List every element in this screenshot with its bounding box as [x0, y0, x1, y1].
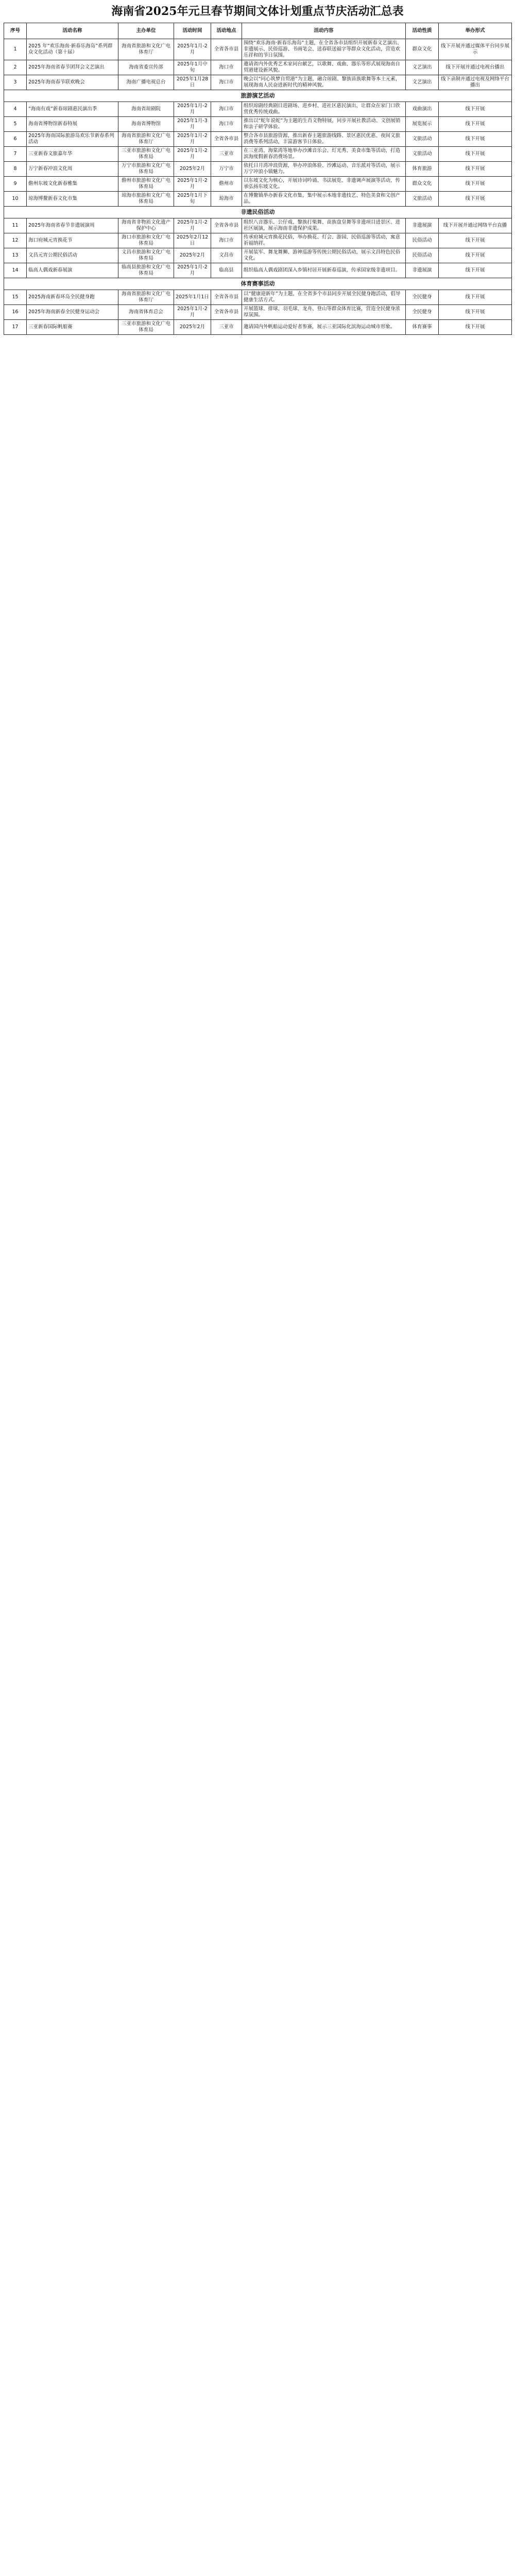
- cell-format: 线下开展并通过媒体平台同步展示: [439, 39, 512, 60]
- cell-nature: 体育赛事: [406, 320, 439, 335]
- table-row: [4, 39, 512, 60]
- cell-location: 海口市: [211, 60, 242, 75]
- cell-nature: 非遗展演: [406, 218, 439, 233]
- cell-content: 推出以“蛇年说蛇”为主题的生肖文物特展，同步开展社教活动、文创展销和亲子研学体验。: [242, 117, 406, 132]
- activity-table: [4, 23, 512, 335]
- cell-content: 组织临高人偶戏剧团深入乡镇村居开展新春巡演，传承国家级非遗项目。: [242, 263, 406, 278]
- section-header-row: [4, 278, 512, 290]
- cell-organizer: 临高县旅游和文化广电体育局: [118, 263, 174, 278]
- cell-activity-name: 2025年海南新春全民健身运动会: [27, 305, 118, 320]
- cell-organizer: 海南省旅游和文化广电体育厅: [118, 132, 174, 147]
- cell-time: 2025年1月-2月: [174, 305, 211, 320]
- cell-index: 17: [4, 320, 27, 335]
- header-index: 序号: [4, 23, 27, 39]
- cell-nature: 展览展示: [406, 117, 439, 132]
- cell-nature: 民俗活动: [406, 248, 439, 263]
- cell-format: 线下开展: [439, 320, 512, 335]
- header-organizer: 主办单位: [118, 23, 174, 39]
- table-row: [4, 75, 512, 90]
- cell-time: 2025年2月: [174, 320, 211, 335]
- cell-organizer: 海南广播电视总台: [118, 75, 174, 90]
- cell-organizer: 儋州市旅游和文化广电体育局: [118, 177, 174, 192]
- cell-time: 2025年1月-2月: [174, 218, 211, 233]
- cell-nature: 群众文化: [406, 177, 439, 192]
- cell-nature: 全民健身: [406, 305, 439, 320]
- cell-content: 以“健康迎新年”为主题，在全省多个市县同步开展全民健身跑活动，倡导健康生活方式。: [242, 290, 406, 305]
- cell-content: 组织琼剧经典剧目进剧场、进乡村、进社区惠民演出，让群众在家门口欣赏优秀传统戏曲。: [242, 102, 406, 117]
- cell-time: 2025年1月-2月: [174, 147, 211, 162]
- cell-index: 3: [4, 75, 27, 90]
- table-row: [4, 102, 512, 117]
- cell-activity-name: 三亚新春国际帆船赛: [27, 320, 118, 335]
- cell-location: 海口市: [211, 117, 242, 132]
- cell-time: 2025年1月下旬: [174, 192, 211, 207]
- table-row: [4, 147, 512, 162]
- cell-content: 传承府城元宵换花民俗，举办换花、灯会、游园、民俗巡游等活动，寓意祈福纳祥。: [242, 233, 406, 248]
- cell-index: 8: [4, 162, 27, 177]
- cell-time: 2025年1月28日: [174, 75, 211, 90]
- header-time: 活动时间: [174, 23, 211, 39]
- section-label: 旅游演艺活动: [4, 90, 512, 102]
- cell-activity-name: “海南有戏”新春琼剧惠民演出季: [27, 102, 118, 117]
- table-row: [4, 320, 512, 335]
- cell-location: 琼海市: [211, 192, 242, 207]
- cell-index: 6: [4, 132, 27, 147]
- cell-time: 2025年1月-2月: [174, 39, 211, 60]
- header-format: 举办形式: [439, 23, 512, 39]
- cell-index: 16: [4, 305, 27, 320]
- table-row: [4, 248, 512, 263]
- cell-activity-name: 文昌元宵公期民俗活动: [27, 248, 118, 263]
- cell-time: 2025年1月-2月: [174, 177, 211, 192]
- cell-content: 组织八音器乐、公仔戏、黎族打柴舞、苗族盘皇舞等非遗项目进景区、进社区展演，展示海南非遗保护成果。: [242, 218, 406, 233]
- table-row: [4, 263, 512, 278]
- cell-format: 线下开展并通过电视台播出: [439, 60, 512, 75]
- cell-organizer: 海南省非物质文化遗产保护中心: [118, 218, 174, 233]
- cell-content: 依托日月湾冲浪资源，举办冲浪体验、沙滩运动、音乐派对等活动，展示万宁冲浪小镇魅力。: [242, 162, 406, 177]
- cell-nature: 文旅活动: [406, 192, 439, 207]
- cell-index: 14: [4, 263, 27, 278]
- section-label: 非遗民俗活动: [4, 207, 512, 218]
- cell-format: 线下开展: [439, 263, 512, 278]
- cell-time: 2025年1月-2月: [174, 132, 211, 147]
- cell-location: 全省各市县: [211, 290, 242, 305]
- cell-nature: 群众文化: [406, 39, 439, 60]
- header-content: 活动内容: [242, 23, 406, 39]
- table-row: [4, 162, 512, 177]
- section-header-row: [4, 90, 512, 102]
- cell-content: 在博鳌镇举办新春文化市集，集中展示本地非遗技艺、特色美食和文创产品。: [242, 192, 406, 207]
- cell-organizer: 海南省委宣传部: [118, 60, 174, 75]
- cell-format: 线下开展: [439, 305, 512, 320]
- cell-format: 线下开展: [439, 162, 512, 177]
- table-row: [4, 177, 512, 192]
- cell-location: 海口市: [211, 75, 242, 90]
- cell-time: 2025年1月中旬: [174, 60, 211, 75]
- cell-nature: 戏曲演出: [406, 102, 439, 117]
- cell-format: 线下开展: [439, 147, 512, 162]
- cell-index: 13: [4, 248, 27, 263]
- cell-format: 线下录制并通过电视及网络平台播出: [439, 75, 512, 90]
- header-location: 活动地点: [211, 23, 242, 39]
- cell-organizer: 海南省琼剧院: [118, 102, 174, 117]
- cell-activity-name: 琼海博鳌新春文化市集: [27, 192, 118, 207]
- cell-activity-name: 2025年海南省春节团拜会文艺演出: [27, 60, 118, 75]
- cell-time: 2025年2月: [174, 162, 211, 177]
- section-header-row: [4, 207, 512, 218]
- cell-format: 线下开展并通过网络平台直播: [439, 218, 512, 233]
- cell-organizer: 海南省博物馆: [118, 117, 174, 132]
- cell-activity-name: 海口府城元宵换花节: [27, 233, 118, 248]
- cell-location: 全省各市县: [211, 132, 242, 147]
- cell-format: 线下开展: [439, 117, 512, 132]
- cell-nature: 文艺演出: [406, 60, 439, 75]
- cell-location: 儋州市: [211, 177, 242, 192]
- cell-activity-name: 海南省博物馆新春特展: [27, 117, 118, 132]
- cell-organizer: 万宁市旅游和文化广电体育局: [118, 162, 174, 177]
- cell-index: 10: [4, 192, 27, 207]
- cell-content: 邀请省内外优秀艺术家同台献艺，以歌舞、戏曲、器乐等形式展现海南自贸港建设新风貌。: [242, 60, 406, 75]
- cell-organizer: 海南省旅游和文化广电体育厅: [118, 39, 174, 60]
- cell-location: 海口市: [211, 233, 242, 248]
- table-row: [4, 192, 512, 207]
- cell-location: 三亚市: [211, 147, 242, 162]
- cell-format: 线下开展: [439, 132, 512, 147]
- cell-nature: 文旅活动: [406, 147, 439, 162]
- cell-format: 线下开展: [439, 177, 512, 192]
- cell-time: 2025年2月: [174, 248, 211, 263]
- table-row: [4, 117, 512, 132]
- cell-activity-name: 万宁新春冲浪文化周: [27, 162, 118, 177]
- cell-index: 12: [4, 233, 27, 248]
- cell-organizer: 三亚市旅游和文化广电体育局: [118, 320, 174, 335]
- cell-content: 晚会以“同心筑梦自贸港”为主题，融合琼剧、黎族苗族歌舞等本土元素，展现海南人民奋进新时代的精神风貌。: [242, 75, 406, 90]
- cell-content: 开展装军、舞龙舞狮、游神巡游等传统公期民俗活动，展示文昌特色民俗文化。: [242, 248, 406, 263]
- cell-index: 1: [4, 39, 27, 60]
- cell-activity-name: 2025年海南春节联欢晚会: [27, 75, 118, 90]
- cell-organizer: 海口市旅游和文化广电体育局: [118, 233, 174, 248]
- cell-nature: 文艺演出: [406, 75, 439, 90]
- table-row: [4, 233, 512, 248]
- cell-nature: 非遗展演: [406, 263, 439, 278]
- section-label: 体育赛事活动: [4, 278, 512, 290]
- cell-index: 9: [4, 177, 27, 192]
- cell-index: 2: [4, 60, 27, 75]
- table-row: [4, 60, 512, 75]
- cell-location: 海口市: [211, 102, 242, 117]
- cell-index: 15: [4, 290, 27, 305]
- cell-nature: 民俗活动: [406, 233, 439, 248]
- cell-location: 全省各市县: [211, 218, 242, 233]
- table-row: [4, 218, 512, 233]
- cell-format: 线下开展: [439, 233, 512, 248]
- cell-location: 万宁市: [211, 162, 242, 177]
- cell-location: 临高县: [211, 263, 242, 278]
- table-row: [4, 305, 512, 320]
- cell-time: 2025年1月-3月: [174, 117, 211, 132]
- cell-time: 2025年1月1日: [174, 290, 211, 305]
- cell-location: 全省各市县: [211, 39, 242, 60]
- cell-organizer: 海南省旅游和文化广电体育厅: [118, 290, 174, 305]
- cell-format: 线下开展: [439, 290, 512, 305]
- cell-format: 线下开展: [439, 248, 512, 263]
- page-title: 海南省2025年元旦春节期间文体计划重点节庆活动汇总表: [111, 5, 404, 18]
- cell-organizer: 海南省体育总会: [118, 305, 174, 320]
- cell-activity-name: 临高人偶戏新春展演: [27, 263, 118, 278]
- cell-content: 以东坡文化为核心，开展诗词吟诵、书法展览、非遗调声展演等活动，传承弘扬东坡文化。: [242, 177, 406, 192]
- header-activity-name: 活动名称: [27, 23, 118, 39]
- cell-activity-name: 2025 年“欢乐海南·新春乐海岛”系列群众文化活动（第十届）: [27, 39, 118, 60]
- cell-nature: 体育旅游: [406, 162, 439, 177]
- cell-activity-name: 儋州东坡文化新春雅集: [27, 177, 118, 192]
- cell-organizer: 文昌市旅游和文化广电体育局: [118, 248, 174, 263]
- cell-time: 2025年1月-2月: [174, 102, 211, 117]
- cell-format: 线下开展: [439, 102, 512, 117]
- cell-activity-name: 2025海南新春环岛全民健身跑: [27, 290, 118, 305]
- cell-activity-name: 三亚新春文旅嘉年华: [27, 147, 118, 162]
- table-header-row: [4, 23, 512, 39]
- cell-activity-name: 2025年海南省春节非遗展演周: [27, 218, 118, 233]
- table-row: [4, 290, 512, 305]
- table-row: [4, 132, 512, 147]
- cell-location: 全省各市县: [211, 305, 242, 320]
- cell-content: 在三亚湾、海棠湾等地举办沙滩音乐会、灯光秀、美食市集等活动，打造滨海度假新春消费场景。: [242, 147, 406, 162]
- cell-location: 三亚市: [211, 320, 242, 335]
- cell-organizer: 三亚市旅游和文化广电体育局: [118, 147, 174, 162]
- cell-content: 开展篮球、排球、羽毛球、龙舟、登山等群众体育比赛，营造全民健身浓厚氛围。: [242, 305, 406, 320]
- cell-nature: 文旅活动: [406, 132, 439, 147]
- cell-location: 文昌市: [211, 248, 242, 263]
- cell-index: 4: [4, 102, 27, 117]
- cell-organizer: 琼海市旅游和文化广电体育局: [118, 192, 174, 207]
- cell-index: 7: [4, 147, 27, 162]
- cell-activity-name: 2025年海南国际旅游岛欢乐节新春系列活动: [27, 132, 118, 147]
- cell-time: 2025年2月12日: [174, 233, 211, 248]
- cell-content: 整合各市县旅游资源，推出新春主题旅游线路、景区惠民优惠、夜间文旅消费等系列活动，丰富游客节日体验。: [242, 132, 406, 147]
- header-nature: 活动性质: [406, 23, 439, 39]
- table-body: [4, 39, 512, 335]
- cell-format: 线下开展: [439, 192, 512, 207]
- cell-nature: 全民健身: [406, 290, 439, 305]
- cell-content: 邀请国内外帆船运动爱好者参赛，展示三亚国际化滨海运动城市形象。: [242, 320, 406, 335]
- cell-time: 2025年1月-2月: [174, 263, 211, 278]
- cell-content: 围绕“欢乐海南·新春乐海岛”主题，在全省各市县组织开展新春文艺演出、非遗展示、民俗巡游、书画笔会、送春联送福字等群众文化活动，营造欢乐祥和的节日氛围。: [242, 39, 406, 60]
- cell-index: 5: [4, 117, 27, 132]
- cell-index: 11: [4, 218, 27, 233]
